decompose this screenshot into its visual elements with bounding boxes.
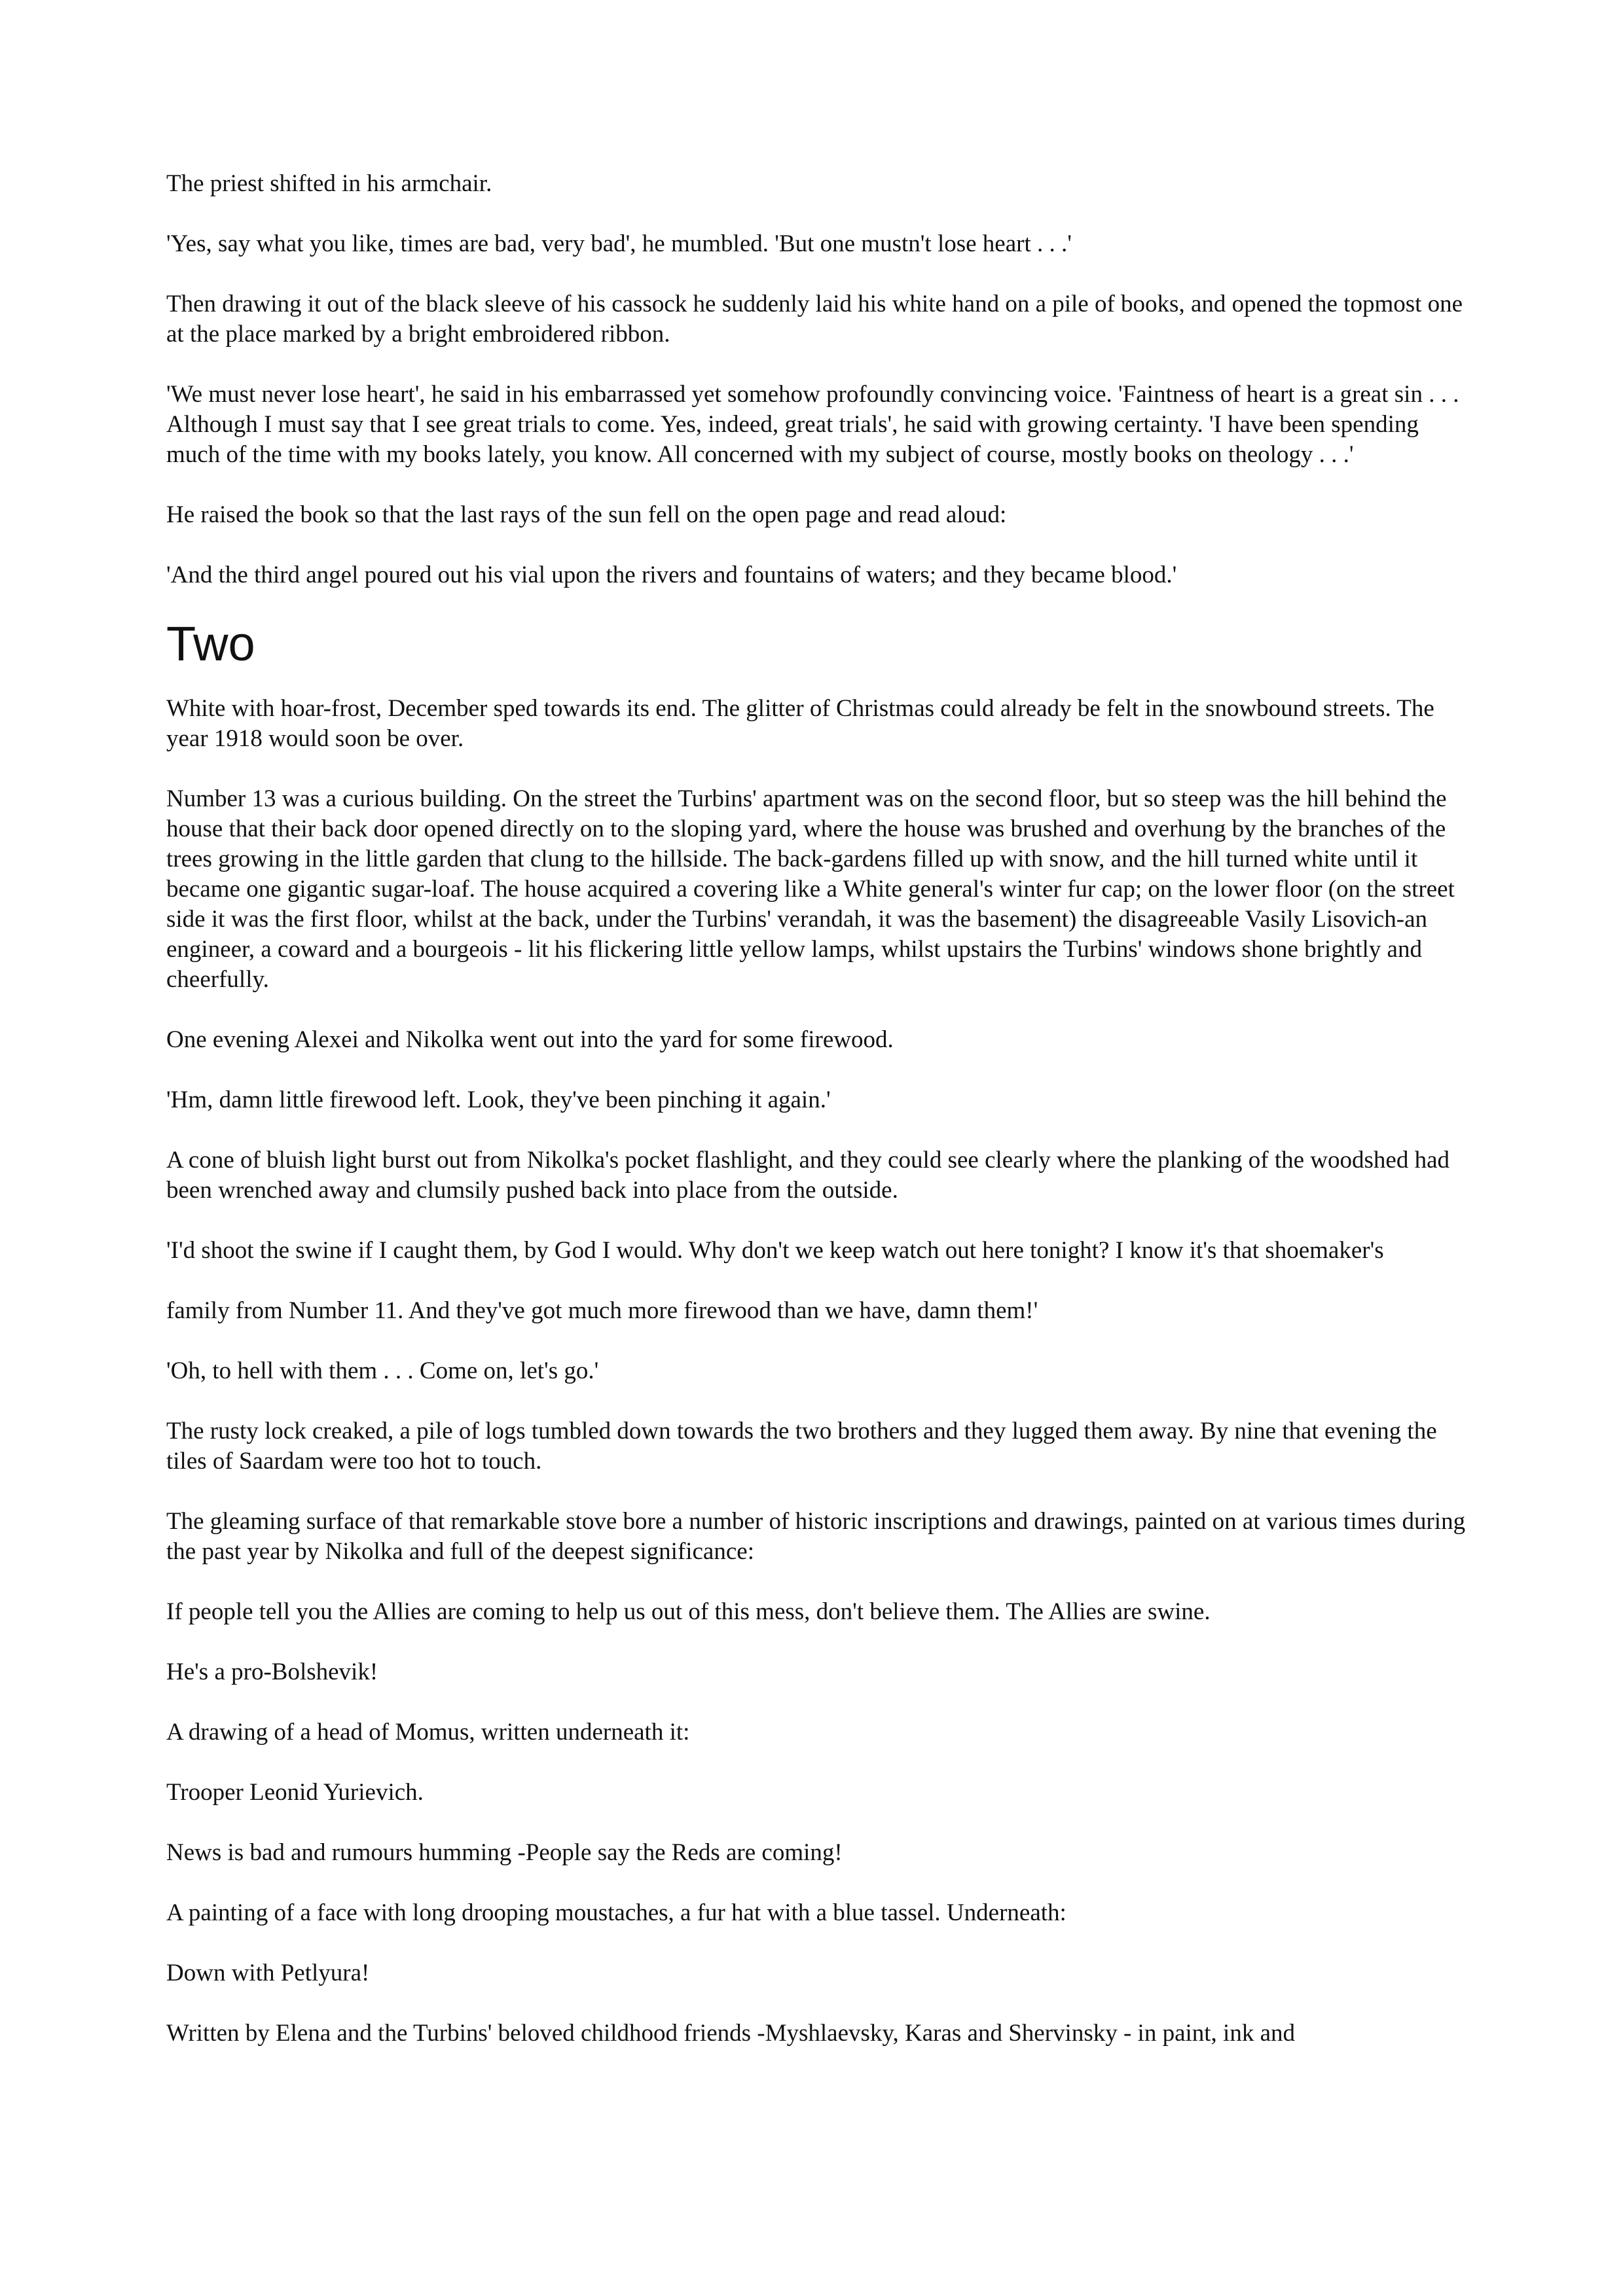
chapter-heading: Two — [166, 617, 255, 671]
paragraph: 'Yes, say what you like, times are bad, very bad', he mumbled. 'But one mustn't lose heart . . .' — [166, 230, 1072, 257]
paragraph: He raised the book so that the last rays of the sun fell on the open page and read aloud: — [166, 501, 1007, 528]
paragraph: 'And the third angel poured out his vial upon the rivers and fountains of waters; and they became blood.' — [166, 562, 1177, 588]
stove-inscription: He's a pro-Bolshevik! — [166, 1659, 378, 1685]
paragraph: 'We must never lose heart', he said in his embarrassed yet somehow profoundly convincing voice. 'Faintness of heart is a great sin . . . Although I must say that I see great trials to come. Yes, indeed, great trials', he said with growing certainty. 'I have been spending much of the time with my books lately, you know. All concerned with my subject of course, mostly books on theology . . .' — [166, 381, 1459, 468]
stove-inscription: News is bad and rumours humming -People say the Reds are coming! — [166, 1839, 843, 1866]
document-page — [166, 169, 1469, 2079]
paragraph: A painting of a face with long drooping moustaches, a fur hat with a blue tassel. Underneath: — [166, 1899, 1067, 1926]
paragraph: Written by Elena and the Turbins' beloved childhood friends -Myshlaevsky, Karas and Shervinsky - in paint, ink and — [166, 2020, 1296, 2047]
stove-inscription: If people tell you the Allies are coming to help us out of this mess, don't believe them. The Allies are swine. — [166, 1598, 1211, 1625]
paragraph: 'Hm, damn little firewood left. Look, they've been pinching it again.' — [166, 1086, 831, 1113]
stove-inscription: Down with Petlyura! — [166, 1960, 370, 1986]
paragraph: 'I'd shoot the swine if I caught them, by God I would. Why don't we keep watch out here tonight? I know it's that shoemaker's — [166, 1237, 1384, 1264]
paragraph: A drawing of a head of Momus, written underneath it: — [166, 1719, 690, 1746]
paragraph: Then drawing it out of the black sleeve of his cassock he suddenly laid his white hand on a pile of books, and opened the topmost one at the place marked by a bright embroidered ribbon. — [166, 291, 1463, 348]
paragraph: A cone of bluish light burst out from Nikolka's pocket flashlight, and they could see clearly where the planking of the woodshed had been wrenched away and clumsily pushed back into place from the outside. — [166, 1147, 1450, 1204]
paragraph: One evening Alexei and Nikolka went out into the yard for some firewood. — [166, 1026, 894, 1053]
paragraph: The priest shifted in his armchair. — [166, 170, 492, 197]
stove-inscription: Trooper Leonid Yurievich. — [166, 1779, 424, 1806]
paragraph: The gleaming surface of that remarkable stove bore a number of historic inscriptions and drawings, painted on at various times during the past year by Nikolka and full of the deepest significance: — [166, 1508, 1466, 1565]
paragraph: family from Number 11. And they've got much more firewood than we have, damn them!' — [166, 1297, 1038, 1324]
paragraph: 'Oh, to hell with them . . . Come on, let's go.' — [166, 1357, 599, 1384]
paragraph: Number 13 was a curious building. On the street the Turbins' apartment was on the second floor, but so steep was the hill behind the house that their back door opened directly on to the sloping yard, where the house was brushed and overhung by the branches of the trees growing in the little garden that clung to the hillside. The back-gardens filled up with snow, and the hill turned white until it became one gigantic sugar-loaf. The house acquired a covering like a White general's winter fur cap; on the lower floor (on the street side it was the first floor, whilst at the back, under the Turbins' verandah, it was the basement) the disagreeable Vasily Lisovich-an engineer, a coward and a bourgeois - lit his flickering little yellow lamps, whilst upstairs the Turbins' windows shone brightly and cheerfully. — [166, 785, 1455, 993]
paragraph: White with hoar-frost, December sped towards its end. The glitter of Christmas could already be felt in the snowbound streets. The year 1918 would soon be over. — [166, 695, 1434, 752]
paragraph: The rusty lock creaked, a pile of logs tumbled down towards the two brothers and they lugged them away. By nine that evening the tiles of Saardam were too hot to touch. — [166, 1418, 1437, 1475]
